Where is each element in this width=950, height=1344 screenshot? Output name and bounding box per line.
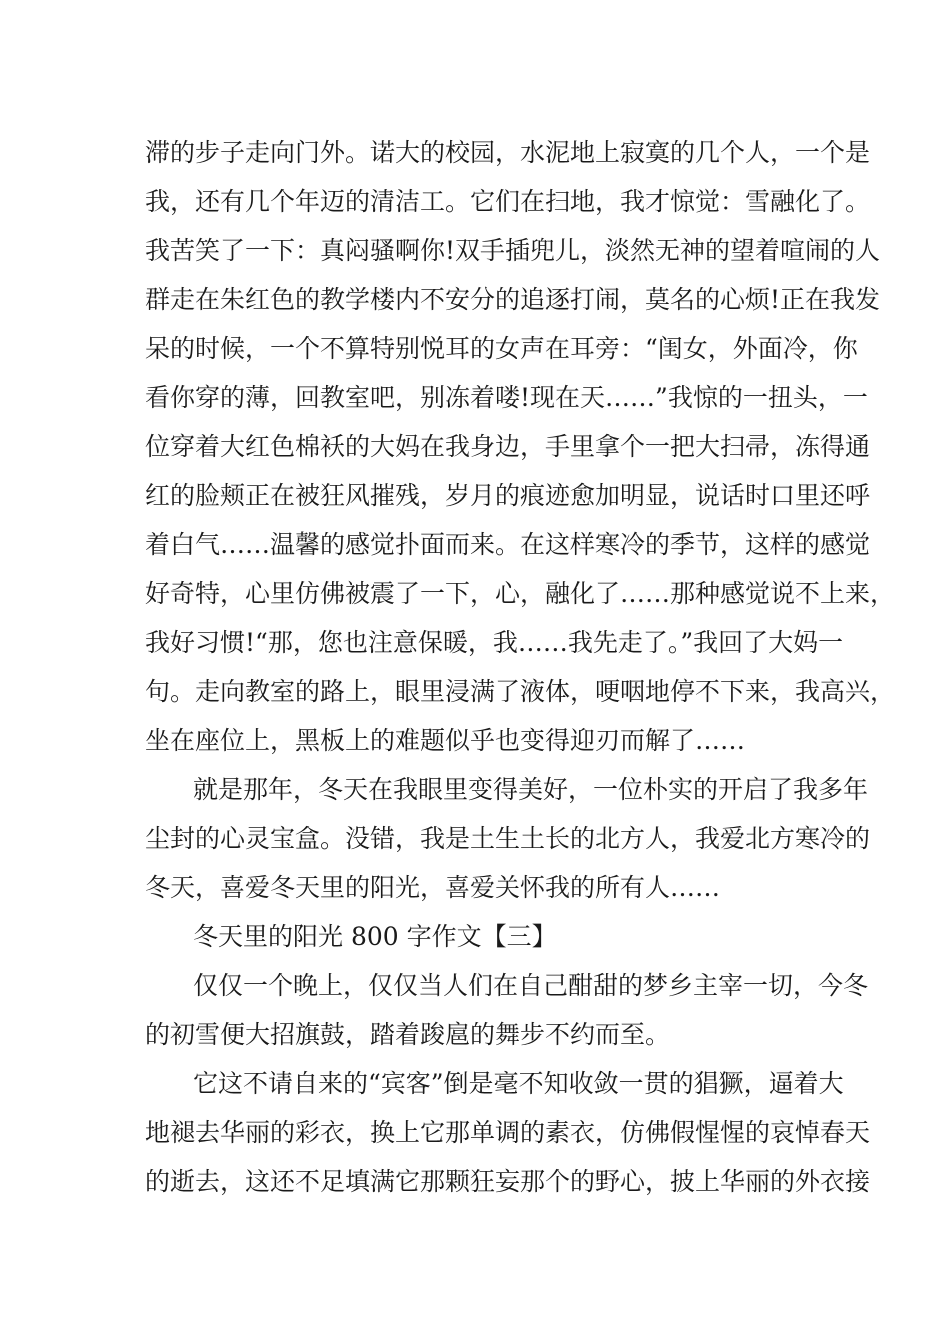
text-line: 红的脸颊正在被狂风摧残，岁月的痕迹愈加明显，说话时口里还呼 — [145, 481, 871, 510]
text-line: 坐在座位上，黑板上的难题似乎也变得迎刃而解了…… — [145, 726, 746, 755]
text-line: 它这不请自来的“宾客”倒是毫不知收敛一贯的猖獗，逼着大 — [193, 1069, 844, 1098]
text-line: 呆的时候，一个不算特别悦耳的女声在耳旁：“闺女，外面冷，你 — [145, 334, 858, 363]
text-line: 我好习惯!“那，您也注意保暖，我……我先走了。”我回了大妈一 — [145, 628, 844, 657]
document-body — [145, 128, 896, 1206]
text-line: 地褪去华丽的彩衣，换上它那单调的素衣，仿佛假惺惺的哀悼春天 — [145, 1118, 871, 1147]
paragraph — [145, 765, 871, 912]
text-line: 冬天，喜爱冬天里的阳光，喜爱关怀我的所有人…… — [145, 873, 721, 902]
text-line: 我苦笑了一下：真闷骚啊你!双手插兜儿，淡然无神的望着喧闹的人 — [145, 236, 881, 265]
text-line: 的初雪便大招旗鼓，踏着踆扈的舞步不约而至。 — [145, 1020, 671, 1049]
text-line: 位穿着大红色棉袄的大妈在我身边，手里拿个一把大扫帚，冻得通 — [145, 432, 871, 461]
text-line: 就是那年，冬天在我眼里变得美好，一位朴实的开启了我多年 — [193, 775, 869, 804]
text-line: 尘封的心灵宝盒。没错，我是土生土长的北方人，我爱北方寒冷的 — [145, 824, 871, 853]
text-line: 仅仅一个晚上，仅仅当人们在自己酣甜的梦乡主宰一切，今冬 — [193, 971, 869, 1000]
text-line: 的逝去，这还不足填满它那颗狂妄那个的野心，披上华丽的外衣接 — [145, 1167, 871, 1196]
paragraph-continuation — [145, 128, 896, 765]
heading-text: 冬天里的阳光 800 字作文【三】 — [193, 922, 557, 951]
section-heading — [145, 912, 825, 961]
paragraph — [145, 961, 869, 1059]
text-line: 群走在朱红色的教学楼内不安分的追逐打闹，莫名的心烦!正在我发 — [145, 285, 881, 314]
text-line: 好奇特，心里仿佛被震了一下，心，融化了……那种感觉说不上来， — [145, 579, 896, 608]
text-line: 着白气……温馨的感觉扑面而来。在这样寒冷的季节，这样的感觉 — [145, 530, 871, 559]
text-line: 看你穿的薄，回教室吧，别冻着喽!现在天……”我惊的一扭头，一 — [145, 383, 868, 412]
text-line: 滞的步子走向门外。诺大的校园，水泥地上寂寞的几个人，一个是 — [145, 138, 871, 167]
paragraph — [145, 1059, 871, 1206]
text-line: 我，还有几个年迈的清洁工。它们在扫地，我才惊觉：雪融化了。 — [145, 187, 871, 216]
text-line: 句。走向教室的路上，眼里浸满了液体，哽咽地停不下来，我高兴， — [145, 677, 896, 706]
